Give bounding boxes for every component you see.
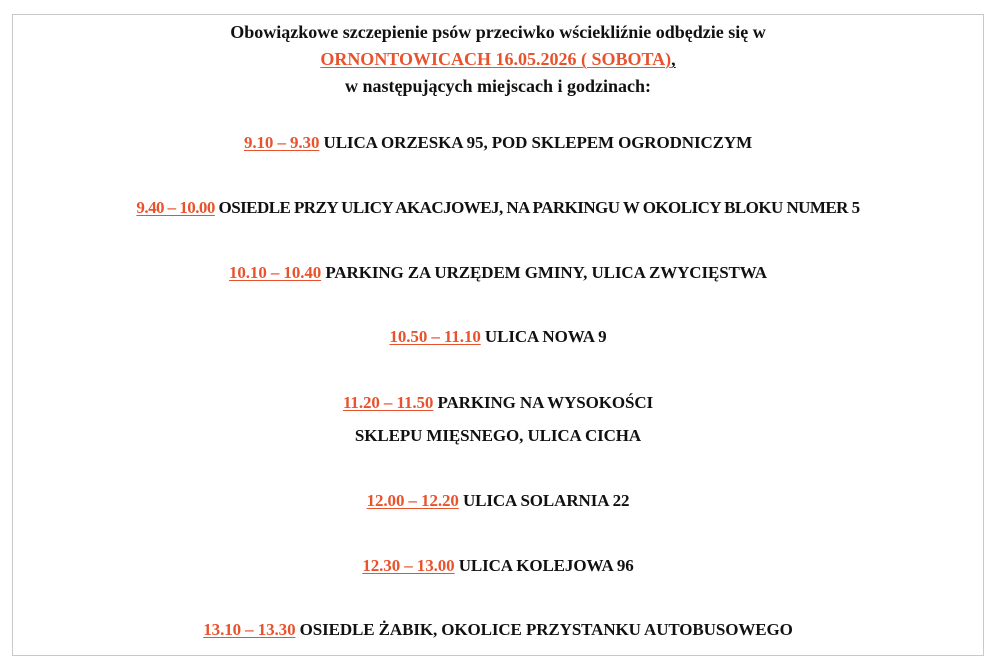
schedule-entry (13, 489, 983, 513)
entry-place: ULICA KOLEJOWA 96 (458, 556, 634, 575)
schedule-entry (13, 618, 983, 642)
entry-place: OSIEDLE PRZY ULICY AKACJOWEJ, NA PARKINGU W OKOLICY BLOKU NUMER 5 (218, 198, 860, 217)
vaccination-notice (12, 14, 984, 656)
entry-time: 13.10 – 13.30 (203, 620, 296, 639)
entry-place: PARKING ZA URZĘDEM GMINY, ULICA ZWYCIĘSTWA (325, 263, 767, 282)
entry-place: OSIEDLE ŻABIK, OKOLICE PRZYSTANKU AUTOBUSOWEGO (299, 620, 793, 639)
intro-line-2 (13, 46, 983, 73)
entry-place: ULICA NOWA 9 (484, 327, 607, 346)
intro-comma: , (671, 49, 676, 69)
intro-place-date: ORNONTOWICACH 16.05.2026 ( SOBOTA) (320, 49, 672, 69)
entry-time: 9.10 – 9.30 (243, 133, 320, 152)
entry-time: 9.40 – 10.00 (136, 198, 215, 217)
schedule-entry (13, 325, 983, 349)
entry-time: 12.00 – 12.20 (366, 491, 459, 510)
schedule-entry (13, 196, 983, 220)
schedule-entry (13, 391, 983, 415)
entry-place: PARKING NA WYSOKOŚCI (437, 393, 654, 412)
intro-line-1: Obowiązkowe szczepienie psów przeciwko wściekliźnie odbędzie się w (230, 22, 766, 42)
entry-place: ULICA SOLARNIA 22 (462, 491, 630, 510)
entry-time: 11.20 – 11.50 (342, 393, 434, 412)
schedule-entry (13, 131, 983, 155)
entry-time: 10.50 – 11.10 (389, 327, 481, 346)
schedule-entry-continuation (13, 424, 983, 448)
entry-place-line-2: SKLEPU MIĘSNEGO, ULICA CICHA (354, 426, 642, 445)
entry-time: 12.30 – 13.00 (362, 556, 455, 575)
notice-intro (13, 19, 983, 100)
entry-time: 10.10 – 10.40 (228, 263, 322, 282)
intro-line-3: w następujących miejscach i godzinach: (345, 76, 651, 96)
schedule-entry (13, 261, 983, 285)
entry-place: ULICA ORZESKA 95, POD SKLEPEM OGRODNICZYM (323, 133, 753, 152)
schedule-entry (13, 554, 983, 578)
